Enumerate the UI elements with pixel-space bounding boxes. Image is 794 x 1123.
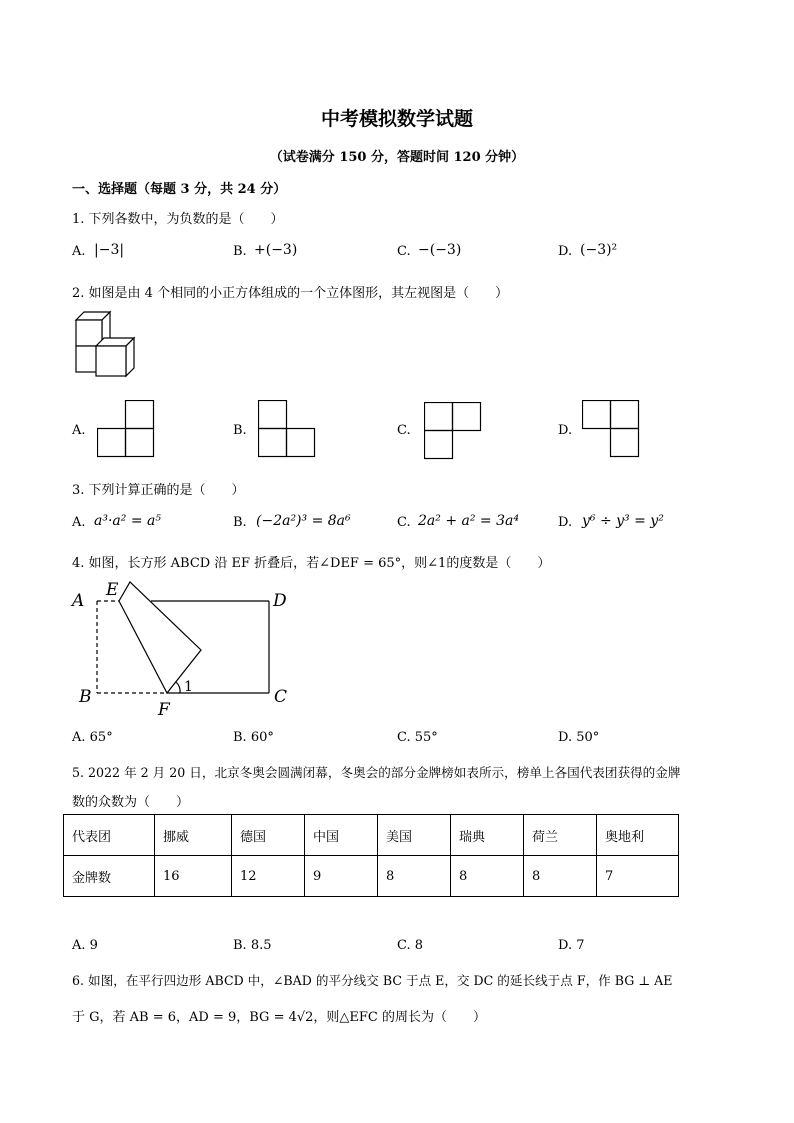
label-c: C	[274, 687, 288, 707]
q2-option-c-label: C.	[397, 423, 411, 438]
q1-option-b-expr: +(−3)	[254, 242, 298, 258]
table-cell: 金牌数	[64, 856, 155, 897]
q5-option-c: C. 8	[397, 938, 424, 953]
q4-fold-figure	[66, 578, 296, 720]
table-cell: 16	[155, 856, 232, 897]
table-cell: 德国	[232, 815, 305, 856]
question-5-stem-line-1: 5. 2022 年 2 月 20 日，北京冬奥会圆满闭幕，冬奥会的部分金牌榜如表所示，榜单上各国代表团获得的金牌	[72, 765, 681, 780]
q3-option-c-label: C.	[397, 515, 411, 530]
q1-option-c-expr: −(−3)	[418, 242, 462, 258]
table-cell: 7	[597, 856, 679, 897]
question-2-stem: 2. 如图是由 4 个相同的小正方体组成的一个立体图形，其左视图是（ ）	[72, 286, 509, 301]
q3-option-b-label: B.	[233, 515, 247, 530]
label-angle-1: 1	[184, 679, 193, 695]
q2-option-b-label: B.	[233, 423, 247, 438]
q2-option-d-label: D.	[558, 423, 573, 438]
label-d: D	[273, 591, 287, 611]
table-cell: 奥地利	[597, 815, 679, 856]
table-cell: 美国	[378, 815, 451, 856]
q2-option-d-figure	[582, 400, 640, 458]
label-b: B	[79, 687, 92, 707]
q1-option-c-label: C.	[397, 244, 411, 259]
question-5-stem-line-2: 数的众数为（ ）	[72, 795, 190, 810]
section-heading: 一、选择题（每题 3 分，共 24 分）	[72, 182, 287, 197]
page-title: 中考模拟数学试题	[320, 108, 473, 130]
table-cell: 荷兰	[524, 815, 597, 856]
q3-option-b-expr: (−2a²)³ = 8a⁶	[256, 513, 351, 529]
medal-table	[63, 814, 679, 897]
table-cell: 代表团	[64, 815, 155, 856]
q4-option-b: B. 60°	[233, 730, 274, 745]
question-6-stem-line-2: 于 G，若 AB = 6，AD = 9，BG = 4√2，则△EFC 的周长为（ ）	[72, 1010, 487, 1025]
q1-option-d-label: D.	[558, 244, 573, 259]
q2-option-b-figure	[258, 400, 316, 458]
table-cell: 中国	[305, 815, 378, 856]
question-6-stem-line-1: 6. 如图，在平行四边形 ABCD 中，∠BAD 的平分线交 BC 于点 E，交 DC 的延长线于点 F，作 BG ⊥ AE	[72, 973, 673, 988]
label-a: A	[72, 591, 85, 611]
q3-option-d-label: D.	[558, 515, 573, 530]
q5-option-b: B. 8.5	[233, 938, 272, 953]
q2-cube-figure	[72, 306, 142, 382]
label-f: F	[158, 700, 170, 720]
question-4-stem: 4. 如图，长方形 ABCD 沿 EF 折叠后，若∠DEF = 65°，则∠1的度数是（ ）	[72, 556, 551, 571]
q1-option-b-label: B.	[233, 244, 247, 259]
q3-option-a-label: A.	[72, 515, 86, 530]
q2-option-c-figure	[424, 402, 482, 460]
q5-option-d: D. 7	[558, 938, 585, 953]
table-cell: 瑞典	[451, 815, 524, 856]
table-cell: 8	[524, 856, 597, 897]
table-cell: 8	[378, 856, 451, 897]
q3-option-d-expr: y⁶ ÷ y³ = y²	[582, 513, 664, 529]
q1-option-a-expr: |−3|	[94, 242, 125, 258]
table-header-row	[64, 815, 679, 856]
table-cell: 9	[305, 856, 378, 897]
q5-option-a: A. 9	[72, 938, 98, 953]
q1-option-a-label: A.	[72, 244, 86, 259]
q4-option-d: D. 50°	[558, 730, 600, 745]
table-cell: 挪威	[155, 815, 232, 856]
label-e: E	[106, 580, 119, 600]
table-cell: 12	[232, 856, 305, 897]
q3-option-c-expr: 2a² + a² = 3a⁴	[418, 513, 519, 529]
q2-option-a-label: A.	[72, 423, 86, 438]
q3-option-a-expr: a³·a² = a⁵	[94, 513, 161, 529]
question-3-stem: 3. 下列计算正确的是（ ）	[72, 483, 245, 498]
q4-option-c: C. 55°	[397, 730, 438, 745]
table-row	[64, 856, 679, 897]
q2-option-a-figure	[97, 400, 155, 458]
q4-option-a: A. 65°	[72, 730, 113, 745]
page-subtitle: （试卷满分 150 分，答题时间 120 分钟）	[269, 150, 525, 165]
table-cell: 8	[451, 856, 524, 897]
q1-option-d-expr: (−3)²	[580, 242, 618, 258]
question-1-stem: 1. 下列各数中，为负数的是（ ）	[72, 212, 284, 227]
